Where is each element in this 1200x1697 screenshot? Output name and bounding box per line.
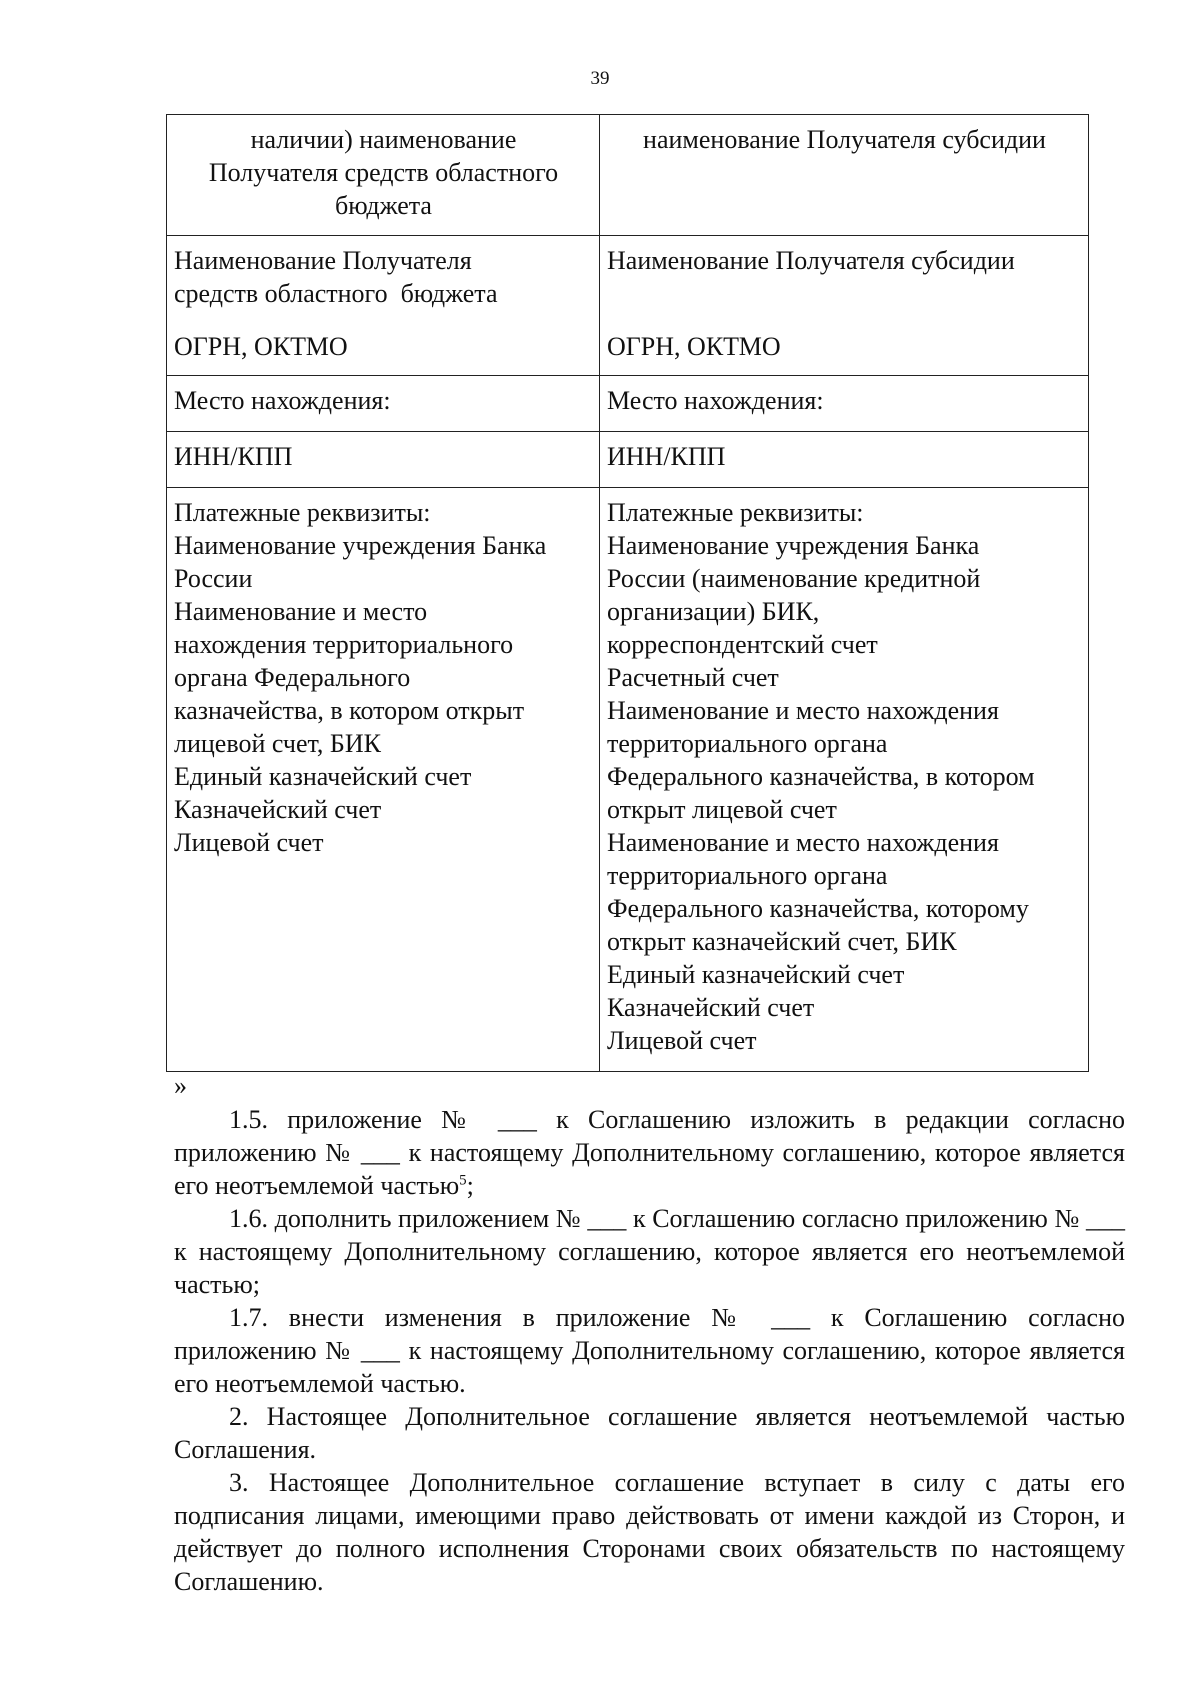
table-row xyxy=(167,236,1089,376)
body-text xyxy=(174,1103,1125,1598)
cell-line: Наименование и место нахождения xyxy=(607,828,999,857)
table-row xyxy=(167,376,1089,432)
cell-line: России (наименование кредитной xyxy=(607,564,981,593)
cell-line: Наименование и место нахождения xyxy=(607,696,999,725)
paragraph-3: 3. Настоящее Дополнительное соглашение вступает в силу с даты его подписания лицами, имеющими право действовать от имени каждой из Сторон, и действует до полного исполнения Сторонами своих обязательств по настоящему Соглашению. xyxy=(174,1468,1125,1596)
cell-line: Получателя средств областного xyxy=(208,158,559,187)
cell-line: России xyxy=(174,564,253,593)
cell-line: территориального органа xyxy=(607,861,888,890)
table-cell-location-left: Место нахождения: xyxy=(167,376,600,432)
paragraph-1-7: 1.7. внести изменения в приложение № ___ к Соглашению согласно приложению № ___ к настоящему Дополнительному соглашению, которое является его неотъемлемой частью. xyxy=(174,1303,1125,1398)
paragraph-end: ; xyxy=(466,1171,474,1200)
table-row xyxy=(167,432,1089,488)
cell-line: наличии) наименование xyxy=(250,125,517,154)
cell-line: Единый казначейский счет xyxy=(174,762,472,791)
page-number: 39 xyxy=(590,68,610,89)
cell-line: органа Федерального xyxy=(174,663,411,692)
cell-line: лицевой счет, БИК xyxy=(174,729,381,758)
cell-line: бюджета xyxy=(335,191,432,220)
cell-line: Расчетный счет xyxy=(607,663,779,692)
cell-line: Федерального казначейства, которому xyxy=(607,894,1029,923)
cell-line: казначейства, в котором открыт xyxy=(174,696,525,725)
table-cell-payment-left xyxy=(167,488,600,1072)
cell-line: Лицевой счет xyxy=(174,828,324,857)
cell-line: Платежные реквизиты: xyxy=(607,498,864,527)
table-cell-header-right xyxy=(600,115,1089,236)
cell-line: Наименование Получателя xyxy=(174,246,472,275)
cell-line: корреспондентский счет xyxy=(607,630,878,659)
paragraph-2: 2. Настоящее Дополнительное соглашение является неотъемлемой частью Соглашения. xyxy=(174,1402,1125,1464)
cell-line: территориального органа xyxy=(607,729,888,758)
table-cell-inn-left: ИНН/КПП xyxy=(167,432,600,488)
cell-line: Платежные реквизиты: xyxy=(174,498,431,527)
cell-line: Наименование учреждения Банка xyxy=(174,531,547,560)
cell-line: наименование Получателя субсидии xyxy=(643,125,1046,154)
closing-quote: » xyxy=(174,1071,187,1100)
cell-line: нахождения территориального xyxy=(174,630,514,659)
cell-line: Казначейский счет xyxy=(607,993,815,1022)
table-cell-name-right xyxy=(600,236,1089,376)
cell-line: Наименование Получателя субсидии xyxy=(607,246,1015,275)
cell-line: Наименование и место xyxy=(174,597,428,626)
paragraph-1-5 xyxy=(174,1103,1125,1202)
table-cell-header-left xyxy=(167,115,600,236)
cell-line: организации) БИК, xyxy=(607,597,820,626)
paragraph-text: 1.5. приложение № ___ к Соглашению изложить в редакции согласно приложению № ___ к настоящему Дополнительному соглашению, которое является его неотъемлемой частью xyxy=(174,1105,1125,1200)
table-row xyxy=(167,115,1089,236)
table-cell-inn-right: ИНН/КПП xyxy=(600,432,1089,488)
cell-line: Единый казначейский счет xyxy=(607,960,905,989)
table-cell-name-left xyxy=(167,236,600,376)
cell-line: открыт казначейский счет, БИК xyxy=(607,927,957,956)
table-cell-location-right: Место нахождения: xyxy=(600,376,1089,432)
requisites-table xyxy=(166,114,1089,1072)
cell-line: Федерального казначейства, в котором xyxy=(607,762,1035,791)
cell-line: Наименование учреждения Банка xyxy=(607,531,980,560)
footnote-ref[interactable]: 5 xyxy=(459,1172,467,1189)
table-cell-payment-right xyxy=(600,488,1089,1072)
cell-line: средств областного бюджета xyxy=(174,279,498,308)
cell-line: Казначейский счет xyxy=(174,795,382,824)
paragraph-1-6: 1.6. дополнить приложением № ___ к Соглашению согласно приложению № ___ к настоящему Дополнительному соглашению, которое является его неотъемлемой частью; xyxy=(174,1204,1125,1299)
cell-line: Лицевой счет xyxy=(607,1026,757,1055)
table-row xyxy=(167,488,1089,1072)
ogrn-label: ОГРН, ОКТМО xyxy=(607,332,781,361)
cell-line: открыт лицевой счет xyxy=(607,795,837,824)
ogrn-label: ОГРН, ОКТМО xyxy=(174,332,348,361)
